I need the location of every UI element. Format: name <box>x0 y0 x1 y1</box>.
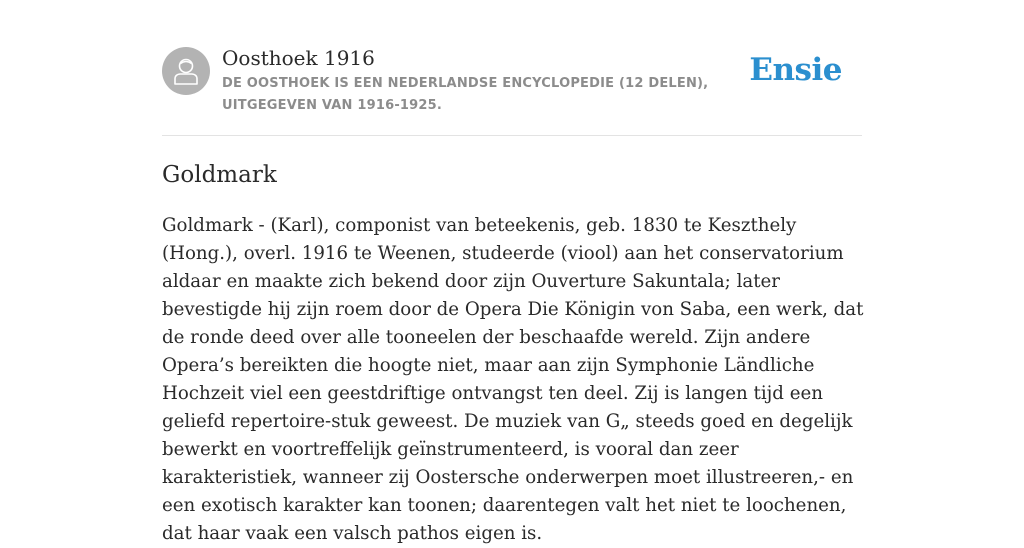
avatar[interactable] <box>162 47 210 95</box>
source-description: DE OOSTHOEK IS EEN NEDERLANDSE ENCYCLOPEDIE (12 DELEN), UITGEGEVEN VAN 1916-1925. <box>222 76 709 113</box>
brand-logo[interactable]: Ensie <box>749 52 842 88</box>
source-title[interactable]: Oosthoek 1916 <box>222 46 375 70</box>
header-divider <box>162 135 862 136</box>
source-header <box>162 46 862 118</box>
user-icon <box>162 47 210 95</box>
entry-body: Goldmark - (Karl), componist van beteekenis, geb. 1830 te Keszthely (Hong.), overl. 1916 te Weenen, studeerde (viool) aan het conservatorium aldaar en maakte zich bekend door zijn Ouverture Sakuntala; later bevestigde hij zijn roem door de Opera Die Königin von Saba, een werk, dat de ronde deed over alle tooneelen der beschaafde wereld. Zijn andere Opera’s bereikten die hoogte niet, maar aan zijn Symphonie Ländliche Hochzeit viel een geestdriftige ontvangst ten deel. Zij is langen tijd een geliefd repertoire-stuk geweest. De muziek van G„ steeds goed en degelijk bewerkt en voortreffelijk geïnstrumenteerd, is vooral dan zeer karakteristiek, wanneer zij Oostersche onderwerpen moet illustreeren,- en een exotisch karakter kan toonen; daarentegen valt het niet te loochenen, dat haar vaak een valsch pathos eigen is. <box>162 215 864 544</box>
entry-title: Goldmark <box>162 162 277 188</box>
